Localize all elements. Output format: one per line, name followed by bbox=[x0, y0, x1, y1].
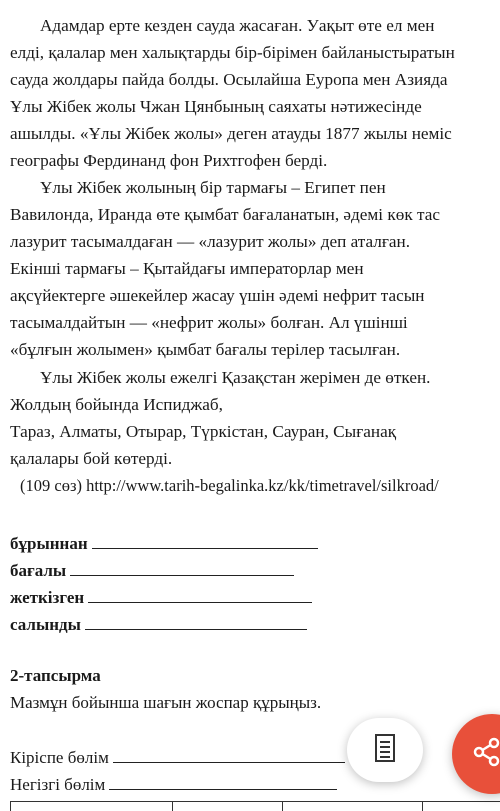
text-line: қалалары бой көтерді. bbox=[10, 449, 173, 468]
vocab-row bbox=[10, 613, 307, 636]
text-line: Адамдар ерте кезден сауда жасаған. Уақыт өте ел мен bbox=[40, 16, 435, 35]
paragraph-1 bbox=[10, 12, 495, 174]
text-line: ашылды. «Ұлы Жібек жолы» деген атауды 1877 жылы неміс bbox=[10, 124, 452, 143]
document-button[interactable] bbox=[347, 718, 423, 782]
task-title: 2-тапсырма bbox=[10, 666, 101, 685]
source-citation: (109 сөз) http://www.tarih-begalinka.kz/kk/timetravel/silkroad/ bbox=[20, 476, 439, 495]
share-icon bbox=[472, 737, 500, 772]
text-line: тасымалдайтын — «нефрит жолы» болған. Ал үшінші bbox=[10, 313, 408, 332]
text-line: географы Фердинанд фон Рихтгофен берді. bbox=[10, 151, 328, 170]
text-line: Ұлы Жібек жолының бір тармағы – Египет пен bbox=[40, 178, 386, 197]
vocab-row bbox=[10, 532, 318, 555]
paragraph-2 bbox=[10, 174, 495, 363]
plan-row bbox=[10, 773, 337, 795]
text-line: Жолдың бойында Испиджаб, bbox=[10, 395, 223, 414]
task-instruction: Мазмұн бойынша шағын жоспар құрыңыз. bbox=[10, 693, 322, 712]
vocab-row bbox=[10, 586, 312, 609]
vocab-row bbox=[10, 559, 294, 582]
paragraph-3 bbox=[10, 364, 495, 499]
answer-blank[interactable] bbox=[88, 586, 312, 603]
plan-label: Кіріспе бөлім bbox=[10, 748, 109, 767]
vocab-word: бұрыннан bbox=[10, 534, 88, 553]
text-line: сауда жолдары пайда болды. Осылайша Еуропа мен Азияда bbox=[10, 70, 448, 89]
document-lines-icon bbox=[372, 733, 398, 768]
text-line: Ұлы Жібек жолы Чжан Цянбының саяхаты нәтижесінде bbox=[10, 97, 422, 116]
answer-blank[interactable] bbox=[70, 559, 294, 576]
text-line: Вавилонда, Иранда өте қымбат бағаланатын, әдемі көк тас bbox=[10, 205, 440, 224]
plan-row bbox=[10, 746, 345, 768]
text-line: елді, қалалар мен халықтарды бір-бірімен байланыстыратын bbox=[10, 43, 455, 62]
text-line: «бұлғын жолымен» қымбат бағалы терілер тасылған. bbox=[10, 340, 401, 359]
text-line: Тараз, Алматы, Отырар, Түркістан, Сауран, Сығанақ bbox=[10, 422, 397, 441]
plan-label: Негізгі бөлім bbox=[10, 775, 106, 794]
answer-blank[interactable] bbox=[109, 773, 337, 790]
text-line: Ұлы Жібек жолы ежелгі Қазақстан жерімен де өткен. bbox=[40, 368, 431, 387]
answer-blank[interactable] bbox=[113, 746, 345, 763]
vocab-word: салынды bbox=[10, 615, 81, 634]
answer-blank[interactable] bbox=[92, 532, 318, 549]
share-button[interactable] bbox=[452, 714, 500, 794]
vocab-word: жеткізген bbox=[10, 588, 85, 607]
answer-blank[interactable] bbox=[85, 613, 307, 630]
vocab-word: бағалы bbox=[10, 561, 67, 580]
text-line: ақсүйектерге әшекейлер жасау үшін әдемі нефрит тасын bbox=[10, 286, 425, 305]
text-line: лазурит тасымалдаған — «лазурит жолы» деп аталған. bbox=[10, 232, 411, 251]
text-line: Екінші тармағы – Қытайдағы императорлар мен bbox=[10, 259, 364, 278]
